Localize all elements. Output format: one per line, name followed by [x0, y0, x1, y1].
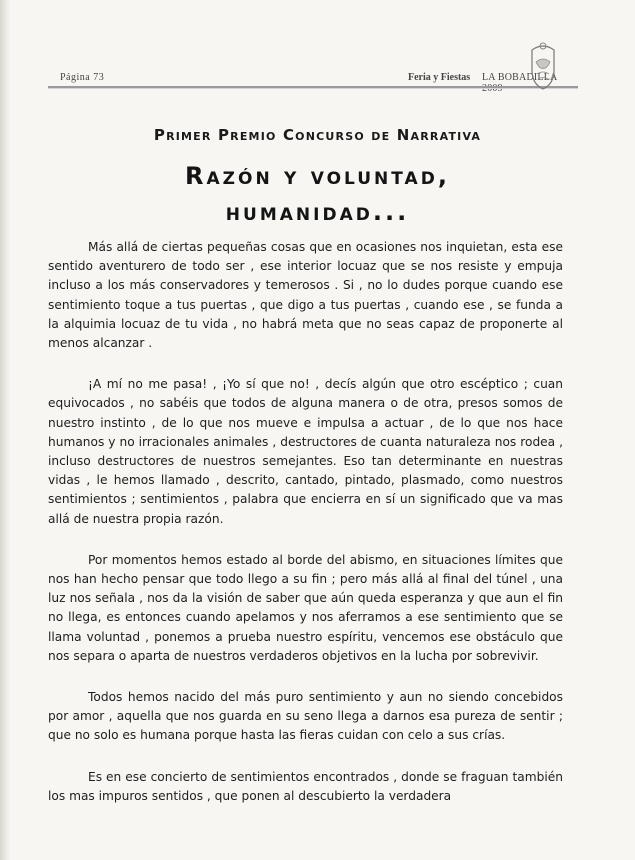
paragraph: Por momentos hemos estado al borde del abismo, en situaciones límites que nos han hecho pensar que todo llego a su fin ; pero más allá al final del túnel , una luz nos señala , nos da la visión de saber que aún queda esperanza y que aun el fin no llega, es entonces cuando apelamos y nos aferramos a ese sentimiento que se llama voluntad , ponemos a prueba nuestro espíritu, vencemos ese obstáculo que nos separa o aparta de nuestros verdaderos objetivos en la lucha por sobrevivir.: [48, 552, 563, 663]
article-title-line-1: Razón y voluntad,: [185, 162, 450, 190]
header-divider: [48, 86, 578, 89]
article-kicker: Primer Premio Concurso de Narrativa: [153, 126, 482, 144]
town-crest-icon: [526, 40, 560, 92]
paragraph: Más allá de ciertas pequeñas cosas que en ocasiones nos inquietan, esta ese sentido aventurero de todo ser , ese interior locuaz que se nos resiste y empuja incluso a los más conservadores y temerosos . Si , no lo dudes porque cuando ese sentimiento toque a tus puertas , que digo a tus puertas , cuando ese , se funda a la alquimia locuaz de tu vida , no habrá meta que no seas capaz de proponerte al menos alcanzar .: [48, 240, 563, 351]
running-header: [48, 72, 578, 86]
article-title: [0, 158, 635, 230]
article-title-line-2: humanidad...: [225, 198, 410, 226]
section-name: Feria y Fiestas: [408, 72, 471, 83]
paragraph: Es en ese concierto de sentimientos encontrados , donde se fraguan también los mas impuros sentidos , que ponen al descubierto la verdadera: [48, 769, 563, 803]
paragraph: Todos hemos nacido del más puro sentimiento y aun no siendo concebidos por amor , aquella que nos guarda en su seno llega a darnos esa pureza de sentir ; que no solo es humana porque hasta las fieras cuidan con celo a sus crías.: [48, 690, 563, 743]
article-body: [48, 238, 563, 828]
paragraph: ¡A mí no me pasa! , ¡Yo sí que no! , decís algún que otro escéptico ; cuan equivocados , no sabéis que todos de alguna manera o de otra, presos somos de nuestro instinto , de lo que nos mueve e impulsa a actuar , de lo que nos hace humanos y no irracionales animales , destructores de cuanta naturaleza nos rodea , incluso destructores de nuestros semejantes. Eso tan determinante en nuestras vidas , le hemos llamado , descrito, cantado, pintado, plasmado, como nuestros sentimientos ; sentimientos , palabra que encierra en sí un significado que va mas allá de nuestra propia razón.: [48, 377, 563, 526]
page-number: Página 73: [60, 72, 105, 83]
publication-name: LA BOBADILLA: [482, 72, 557, 83]
